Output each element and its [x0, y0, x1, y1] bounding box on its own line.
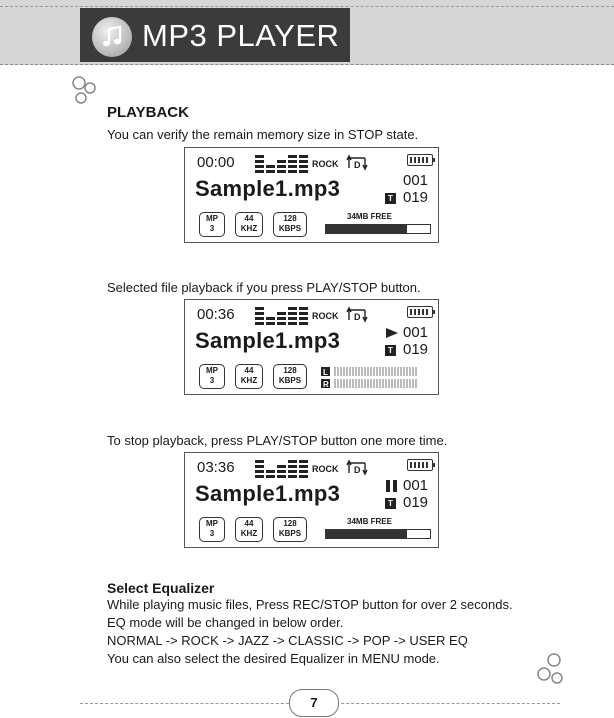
- filename: Sample1.mp3: [195, 481, 341, 506]
- level-left-label: L: [323, 368, 328, 377]
- track-total: 019: [403, 189, 429, 206]
- eq-mode-label: ROCK: [312, 159, 339, 169]
- bitrate-label-bottom: KBPS: [278, 376, 302, 385]
- eq-bars-icon: [255, 305, 311, 325]
- level-right-label: R: [323, 380, 329, 389]
- lcd-display-pause: [184, 452, 439, 548]
- equalizer-line: You can also select the desired Equalizer in MENU mode.: [107, 651, 440, 666]
- battery-icon: [407, 306, 433, 318]
- eq-mode-label: ROCK: [312, 464, 339, 474]
- bitrate-label-top: 128: [283, 519, 297, 528]
- bitrate-label-top: 128: [283, 214, 297, 223]
- page-number: 7: [310, 695, 318, 710]
- rate-label-top: 44: [244, 519, 254, 528]
- rate-label-top: 44: [244, 214, 254, 223]
- format-box: [199, 212, 225, 237]
- filename: Sample1.mp3: [195, 328, 341, 353]
- page-number-badge: [289, 689, 339, 717]
- pause-icon: [385, 479, 399, 493]
- track-badge: T: [385, 193, 396, 204]
- format-box: [199, 517, 225, 542]
- memory-fill: [326, 530, 407, 538]
- repeat-icon: [345, 457, 373, 477]
- repeat-icon: [345, 152, 373, 172]
- track-badge: T: [385, 345, 396, 356]
- sample-rate-box: [235, 364, 263, 389]
- track-badge: T: [385, 498, 396, 509]
- repeat-label: D: [354, 160, 361, 170]
- eq-bars-icon: [255, 153, 311, 173]
- format-label-top: MP: [206, 519, 218, 528]
- header-dashed-rule: [0, 6, 614, 7]
- memory-bar: [325, 224, 431, 234]
- sample-rate-box: [235, 212, 263, 237]
- repeat-icon: [345, 304, 373, 324]
- format-label-top: MP: [206, 366, 218, 375]
- bubbles-bottom-decoration-icon: [536, 652, 566, 686]
- memory-bar: [325, 529, 431, 539]
- repeat-label: D: [354, 465, 361, 475]
- track-total: 019: [403, 494, 429, 511]
- bitrate-label-top: 128: [283, 366, 297, 375]
- music-note-icon: [92, 17, 132, 57]
- rate-label-bottom: KHZ: [240, 224, 258, 233]
- lcd-display-stop: [184, 147, 439, 243]
- track-current: 001: [403, 324, 429, 341]
- page-title: MP3 PLAYER: [142, 18, 340, 53]
- playback-time: 00:36: [197, 306, 235, 323]
- playback-time: 00:00: [197, 154, 235, 171]
- equalizer-line: NORMAL -> ROCK -> JAZZ -> CLASSIC -> POP -> USER EQ: [107, 633, 468, 648]
- bubbles-top-decoration-icon: [70, 74, 100, 106]
- bitrate-box: [273, 212, 307, 237]
- level-meter: [321, 366, 425, 390]
- format-label-top: MP: [206, 214, 218, 223]
- memory-fill: [326, 225, 407, 233]
- step2-text: Selected file playback if you press PLAY/STOP button.: [107, 280, 421, 295]
- bitrate-label-bottom: KBPS: [278, 224, 302, 233]
- playback-time: 03:36: [197, 459, 235, 476]
- section-title: PLAYBACK: [107, 104, 189, 121]
- format-label-bottom: 3: [209, 376, 215, 385]
- equalizer-title: Select Equalizer: [107, 580, 215, 596]
- eq-mode-label: ROCK: [312, 311, 339, 321]
- filename: Sample1.mp3: [195, 176, 341, 201]
- lcd-display-play: [184, 299, 439, 395]
- sample-rate-box: [235, 517, 263, 542]
- eq-bars-icon: [255, 458, 311, 478]
- step3-text: To stop playback, press PLAY/STOP button one more time.: [107, 433, 448, 448]
- track-total: 019: [403, 341, 429, 358]
- free-memory-label: 34MB FREE: [347, 212, 392, 221]
- format-box: [199, 364, 225, 389]
- rate-label-bottom: KHZ: [240, 529, 258, 538]
- bitrate-box: [273, 364, 307, 389]
- track-current: 001: [403, 172, 429, 189]
- track-current: 001: [403, 477, 429, 494]
- rate-label-top: 44: [244, 366, 254, 375]
- battery-icon: [407, 154, 433, 166]
- format-label-bottom: 3: [209, 224, 215, 233]
- equalizer-line: While playing music files, Press REC/STOP button for over 2 seconds.: [107, 597, 513, 612]
- repeat-label: D: [354, 312, 361, 322]
- rate-label-bottom: KHZ: [240, 376, 258, 385]
- equalizer-line: EQ mode will be changed in below order.: [107, 615, 344, 630]
- bitrate-box: [273, 517, 307, 542]
- bitrate-label-bottom: KBPS: [278, 529, 302, 538]
- free-memory-label: 34MB FREE: [347, 517, 392, 526]
- intro-text: You can verify the remain memory size in STOP state.: [107, 127, 419, 142]
- format-label-bottom: 3: [209, 529, 215, 538]
- battery-icon: [407, 459, 433, 471]
- play-icon: [385, 326, 399, 340]
